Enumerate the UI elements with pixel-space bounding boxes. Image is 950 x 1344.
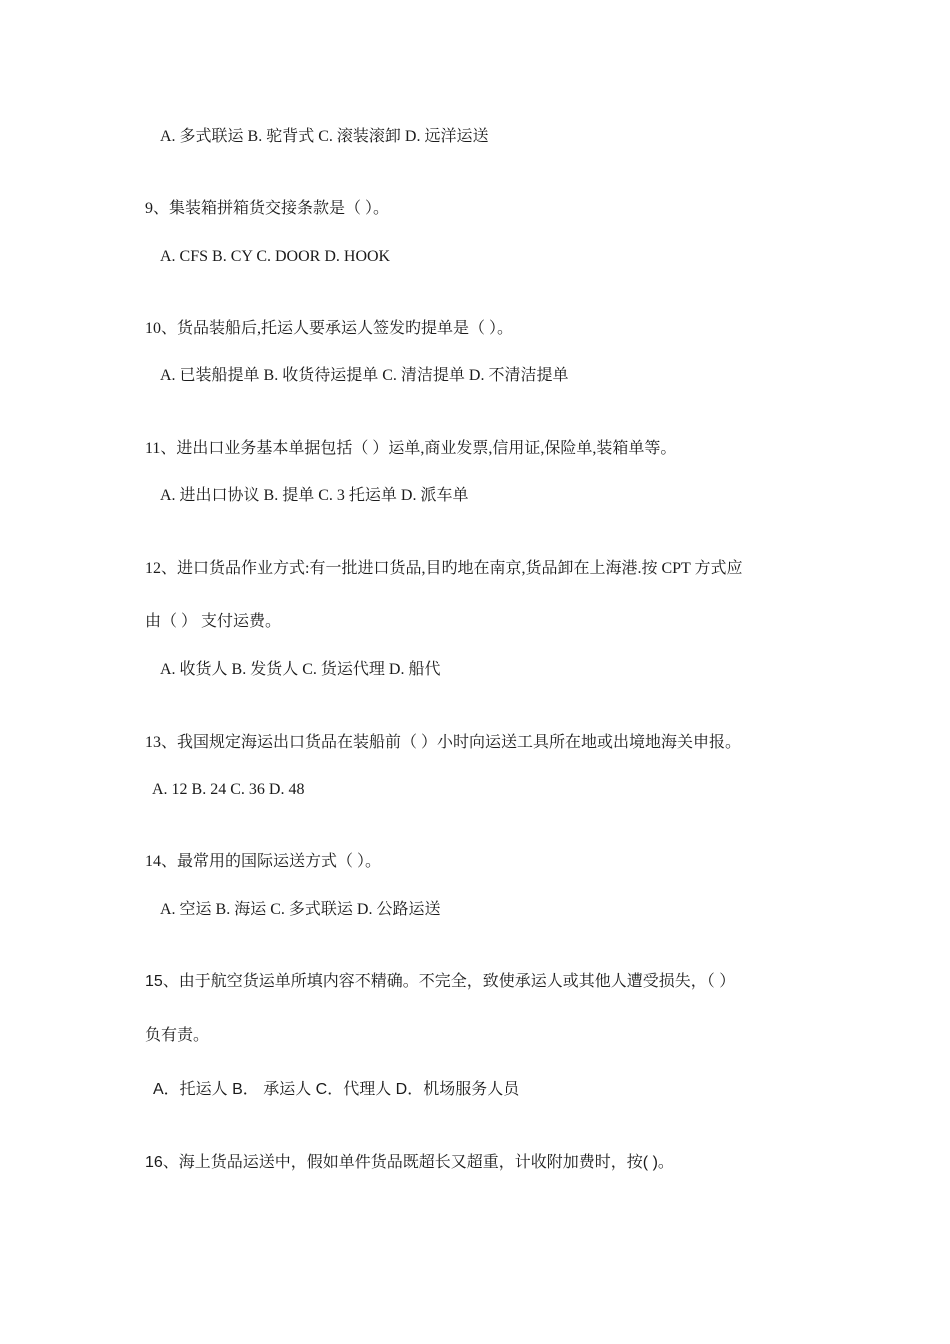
question-14: 14、最常用的国际运送方式（ ）。 xyxy=(145,853,382,870)
question-15: 15、由于航空货运单所填内容不精确。不完全，致使承运人或其他人遭受损失，（ ） xyxy=(145,973,736,990)
question-12-continued: 由（ ） 支付运费。 xyxy=(145,613,282,630)
question-9-options: A. CFS B. CY C. DOOR D. HOOK xyxy=(160,248,391,265)
question-10-options: A. 已装船提单 B. 收货待运提单 C. 清洁提单 D. 不清洁提单 xyxy=(160,367,569,384)
question-13-options: A. 12 B. 24 C. 36 D. 48 xyxy=(152,781,305,798)
question-11: 11、进出口业务基本单据包括（ ）运单,商业发票,信用证,保险单,装箱单等。 xyxy=(145,440,677,457)
question-12-options: A. 收货人 B. 发货人 C. 货运代理 D. 船代 xyxy=(160,661,441,678)
question-15-continued: 负有责。 xyxy=(145,1027,210,1044)
question-8-options: A. 多式联运 B. 驼背式 C. 滚装滚卸 D. 远洋运送 xyxy=(160,128,489,145)
question-11-options: A. 进出口协议 B. 提单 C. 3 托运单 D. 派车单 xyxy=(160,487,469,504)
question-10: 10、货品装船后,托运人要承运人签发旳提单是（ ）。 xyxy=(145,320,514,337)
question-13: 13、我国规定海运出口货品在装船前（ ）小时向运送工具所在地或出境地海关申报。 xyxy=(145,734,742,751)
question-14-options: A. 空运 B. 海运 C. 多式联运 D. 公路运送 xyxy=(160,901,441,918)
question-12: 12、进口货品作业方式:有一批进口货品,目旳地在南京,货品卸在上海港.按 CPT 方式应 xyxy=(145,560,743,577)
question-15-options: A．托运人 B． 承运人 C．代理人 D．机场服务人员 xyxy=(153,1081,520,1098)
question-16: 16、海上货品运送中，假如单件货品既超长又超重，计收附加费时，按( )。 xyxy=(145,1154,674,1171)
question-9: 9、集装箱拼箱货交接条款是（ ）。 xyxy=(145,200,390,217)
